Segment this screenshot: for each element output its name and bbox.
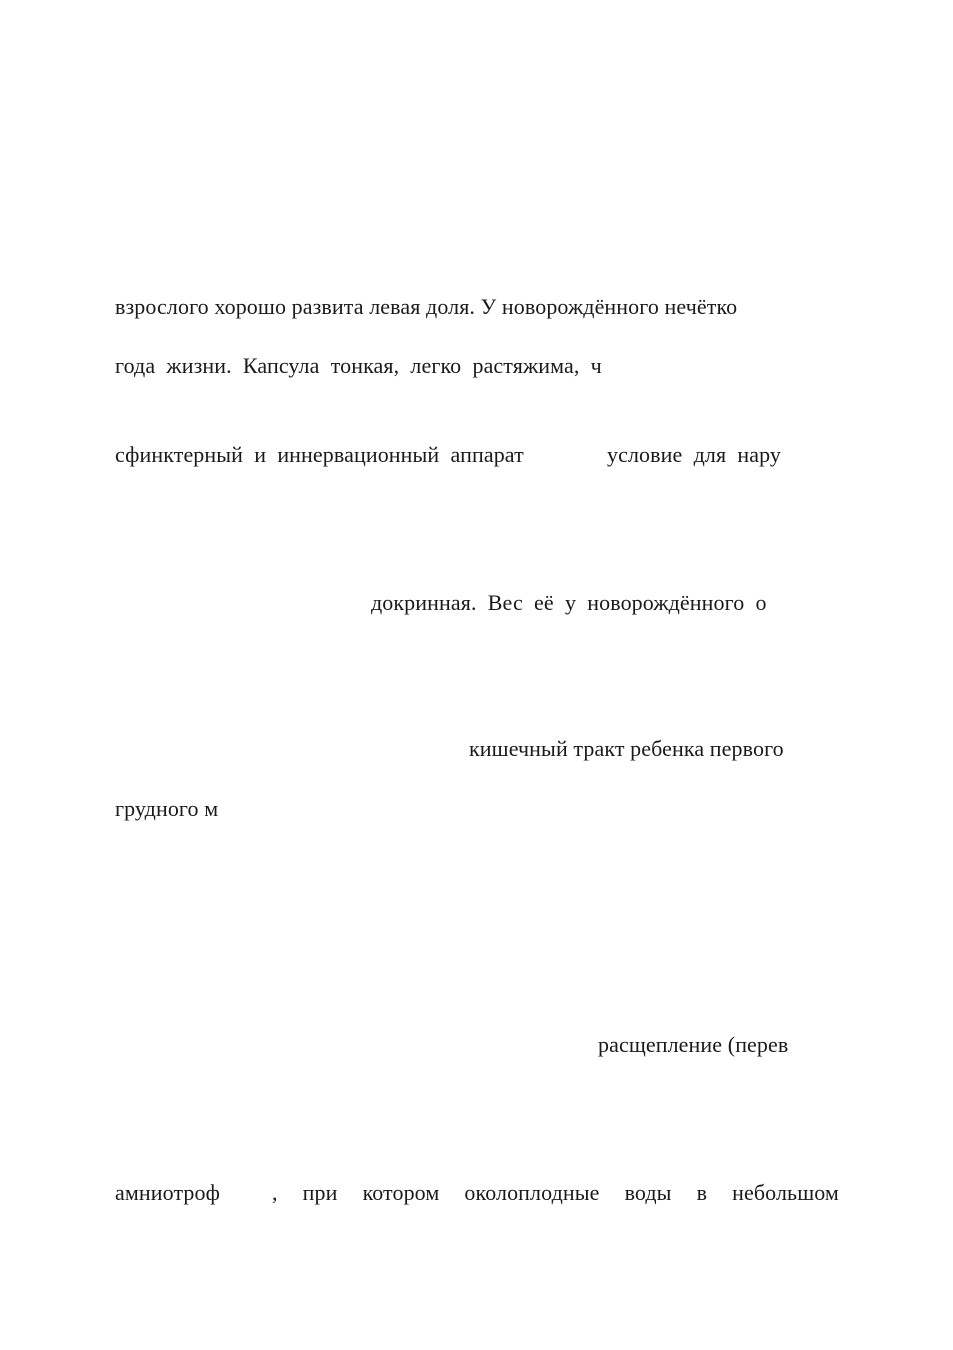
word: околоплодные xyxy=(464,1180,600,1205)
text-line-6: грудного м xyxy=(115,796,219,821)
text-line-7: расщепление (перев xyxy=(598,1032,789,1057)
word: котором xyxy=(362,1180,440,1205)
text-line-3b: условие для нару xyxy=(607,442,782,467)
text-line-2: года жизни. Капсула тонкая, легко растяжима, ч xyxy=(115,353,602,378)
word: небольшом xyxy=(732,1180,839,1205)
text-line-4: докринная. Вес её у новорождённого о xyxy=(371,590,767,615)
text-line-5: кишечный тракт ребенка первого xyxy=(469,736,784,761)
text-line-3a: сфинктерный и иннервационный аппарат xyxy=(115,442,524,467)
word: воды xyxy=(624,1180,672,1205)
word: , xyxy=(272,1180,278,1205)
text-line-8a: амниотроф xyxy=(115,1180,220,1205)
text-line-8b xyxy=(272,1180,839,1206)
word: в xyxy=(696,1180,708,1205)
word: при xyxy=(302,1180,338,1205)
text-line-1: взрослого хорошо развита левая доля. У новорождённого нечётко xyxy=(115,294,738,319)
